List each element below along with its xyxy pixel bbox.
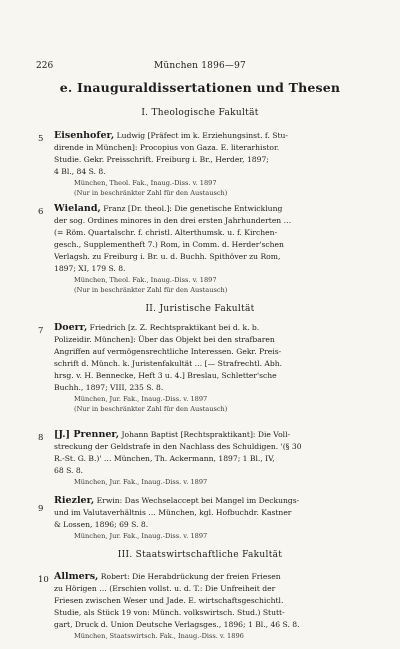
entry-line: dirende in München]: Procopius von Gaza. E. literarhistor. bbox=[54, 143, 280, 152]
entry-line: Doerr, Friedrich [z. Z. Rechtspraktikant bei d. k. b. bbox=[54, 323, 260, 333]
entry-number: 7 bbox=[38, 326, 44, 336]
entry-line: und im Valutaverhältnis … München, kgl. Hofbuchdr. Kastner bbox=[54, 508, 292, 517]
author-name: Riezler, bbox=[54, 496, 95, 506]
entry-line: hrsg. v. H. Bennecke, Heft 3 u. 4.] Breslau, Schletter'sche bbox=[54, 371, 277, 380]
entry-line: schrift d. Münch. k. Juristenfakultät … [— Strafrechtl. Abh. bbox=[54, 359, 283, 368]
entry-line: Studie, als Stück 19 von: Münch. volkswirtsch. Stud.) Stutt- bbox=[54, 608, 285, 617]
entry-number: 9 bbox=[38, 504, 44, 514]
entry-line: Studie. Gekr. Preisschrift. Freiburg i. Br., Herder, 1897; bbox=[54, 155, 269, 164]
entry-line: gart, Druck d. Union Deutsche Verlagsges., 1896; 1 Bl., 46 S. 8. bbox=[54, 620, 300, 629]
entry-note: München, Jur. Fak., Inaug.-Diss. v. 1897 bbox=[74, 395, 208, 403]
entry-line: Wieland, Franz [Dr. theol.]: Die genetische Entwicklung bbox=[54, 204, 283, 214]
entry-line: zu Hörigen … (Erschien vollst. u. d. T.: Die Unfreiheit der bbox=[54, 584, 276, 593]
entry-line: R.-St. G. B.)' … München, Th. Ackermann, 1897; 1 Bl., IV, bbox=[54, 454, 275, 463]
entry-line: Angriffen auf vermögensrechtliche Interessen. Gekr. Preis- bbox=[54, 347, 282, 356]
entry-line: Eisenhofer, Ludwig [Präfect im k. Erziehungsinst. f. Stu- bbox=[54, 131, 289, 141]
entry-note: München, Jur. Fak., Inaug.-Diss. v. 1897 bbox=[74, 478, 208, 486]
entry-line: Polizeidir. München]: Über das Objekt bei den strafbaren bbox=[54, 335, 275, 344]
author-name: [J.] Prenner, bbox=[54, 430, 120, 440]
running-head bbox=[0, 60, 400, 72]
entry-note: (Nur in beschränkter Zahl für den Austausch) bbox=[74, 405, 228, 413]
entry-line: & Lossen, 1896; 69 S. 8. bbox=[54, 520, 149, 529]
author-name: Doerr, bbox=[54, 323, 88, 333]
entry-line: [J.] Prenner, Johann Baptist [Rechtspraktikant]: Die Voll- bbox=[54, 430, 291, 440]
entry-line: Allmers, Robert: Die Herabdrückung der freien Friesen bbox=[54, 572, 281, 582]
running-title: München 1896—97 bbox=[154, 61, 246, 71]
entry-line: Buchh., 1897; VIII, 235 S. 8. bbox=[54, 383, 164, 392]
entry-line: 4 Bl., 84 S. 8. bbox=[54, 167, 106, 176]
entry-line: Riezler, Erwin: Das Wechselaccept bei Mangel im Deckungs- bbox=[54, 496, 300, 506]
section-title: e. Inauguraldissertationen und Thesen bbox=[59, 80, 341, 95]
entry-note: München, Jur. Fak., Inaug.-Diss. v. 1897 bbox=[74, 532, 208, 540]
entry-line: streckung der Geldstrafe in den Nachlass des Schuldigen. '(§ 30 bbox=[54, 442, 302, 451]
entry-line: 68 S. 8. bbox=[54, 466, 84, 475]
faculty-heading-law: II. Juristische Fakultät bbox=[145, 304, 255, 314]
entry-note: (Nur in beschränkter Zahl für den Austausch) bbox=[74, 189, 228, 197]
author-name: Eisenhofer, bbox=[54, 131, 115, 141]
entry-note: München, Staatswirtsch. Fak., Inaug.-Diss. v. 1896 bbox=[74, 632, 244, 640]
entry-line: gesch., Supplementheft 7.) Rom, in Comm. d. Herder'schen bbox=[54, 240, 284, 249]
entry-number: 8 bbox=[38, 433, 44, 443]
author-name: Wieland, bbox=[54, 204, 101, 214]
entry-number: 10 bbox=[38, 575, 49, 585]
entry-note: München, Theol. Fak., Inaug.-Diss. v. 1897 bbox=[74, 276, 217, 284]
faculty-heading-economics: III. Staatswirtschaftliche Fakultät bbox=[117, 550, 283, 560]
entry-note: München, Theol. Fak., Inaug.-Diss. v. 1897 bbox=[74, 179, 217, 187]
entry-line: (= Röm. Quartalschr. f. christl. Alterthumsk. u. f. Kirchen- bbox=[54, 228, 278, 237]
entry-note: (Nur in beschränkter Zahl für den Austausch) bbox=[74, 286, 228, 294]
faculty-heading-theology: I. Theologische Fakultät bbox=[141, 108, 259, 118]
entry-line: der sog. Ordines minores in den drei ersten Jahrhunderten … bbox=[54, 216, 292, 225]
entry-line: 1897; XI, 179 S. 8. bbox=[54, 264, 126, 273]
author-name: Allmers, bbox=[54, 572, 99, 582]
entry-number: 6 bbox=[38, 207, 44, 217]
entry-line: Verlagsh. zu Freiburg i. Br. u. d. Buchh. Spithöver zu Rom, bbox=[54, 252, 281, 261]
entry-number: 5 bbox=[38, 134, 44, 144]
page-number: 226 bbox=[36, 61, 54, 71]
entry-line: Friesen zwischen Weser und Jade. E. wirtschaftsgeschichtl. bbox=[54, 596, 284, 605]
